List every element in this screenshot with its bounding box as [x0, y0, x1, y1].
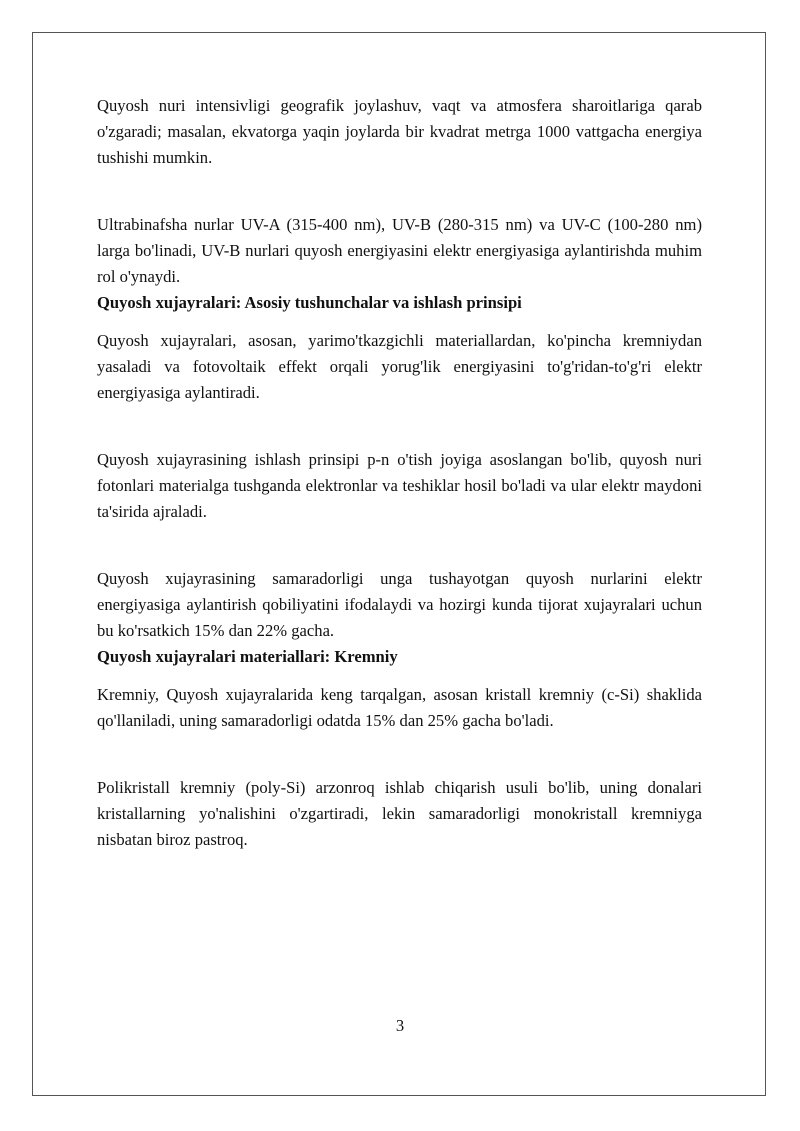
paragraph-crystalline-silicon: Kremniy, Quyosh xujayralarida keng tarqalgan, asosan kristall kremniy (c-Si) shaklida qo'llaniladi, uning samaradorligi odatda 15% dan 25% gacha bo'ladi. [97, 685, 702, 730]
paragraph-solar-intensity: Quyosh nuri intensivligi geografik joylashuv, vaqt va atmosfera sharoitlariga qarab o'zgaradi; masalan, ekvatorga yaqin joylarda bir kvadrat metrga 1000 vattgacha energiya tushishi mumkin. [97, 96, 702, 167]
section-heading-basics: Quyosh xujayralari: Asosiy tushunchalar va ishlash prinsipi [97, 293, 522, 312]
page-number: 3 [395, 1016, 405, 1035]
paragraph-working-principle: Quyosh xujayrasining ishlash prinsipi p-n o'tish joyiga asoslangan bo'lib, quyosh nuri fotonlari materialga tushganda elektronlar va teshiklar hosil bo'ladi va ular elektr maydoni ta'sirida ajraladi. [97, 450, 702, 521]
paragraph-solar-cells-intro: Quyosh xujayralari, asosan, yarimo'tkazgichli materiallardan, ko'pincha kremniydan yasaladi va fotovoltaik effekt orqali yorug'lik energiyasini to'g'ridan-to'g'ri elektr energiyasiga aylantiradi. [97, 331, 702, 402]
paragraph-ultraviolet: Ultrabinafsha nurlar UV-A (315-400 nm), UV-B (280-315 nm) va UV-C (100-280 nm) larga bo'linadi, UV-B nurlari quyosh energiyasini elektr energiyasiga aylantirishda muhim rol o'ynaydi. [97, 215, 702, 286]
paragraph-polycrystalline-silicon: Polikristall kremniy (poly-Si) arzonroq ishlab chiqarish usuli bo'lib, uning donalari kristallarning yo'nalishini o'zgartiradi, lekin samaradorligi monokristall kremniyga nisbatan biroz pastroq. [97, 778, 702, 849]
paragraph-efficiency: Quyosh xujayrasining samaradorligi unga tushayotgan quyosh nurlarini elektr energiyasiga aylantirish qobiliyatini ifodalaydi va hozirgi kunda tijorat xujayralari uchun bu ko'rsatkich 15% dan 22% gacha. [97, 569, 702, 640]
document-body [97, 93, 702, 853]
section-heading-silicon: Quyosh xujayralari materiallari: Kremniy [97, 647, 398, 666]
